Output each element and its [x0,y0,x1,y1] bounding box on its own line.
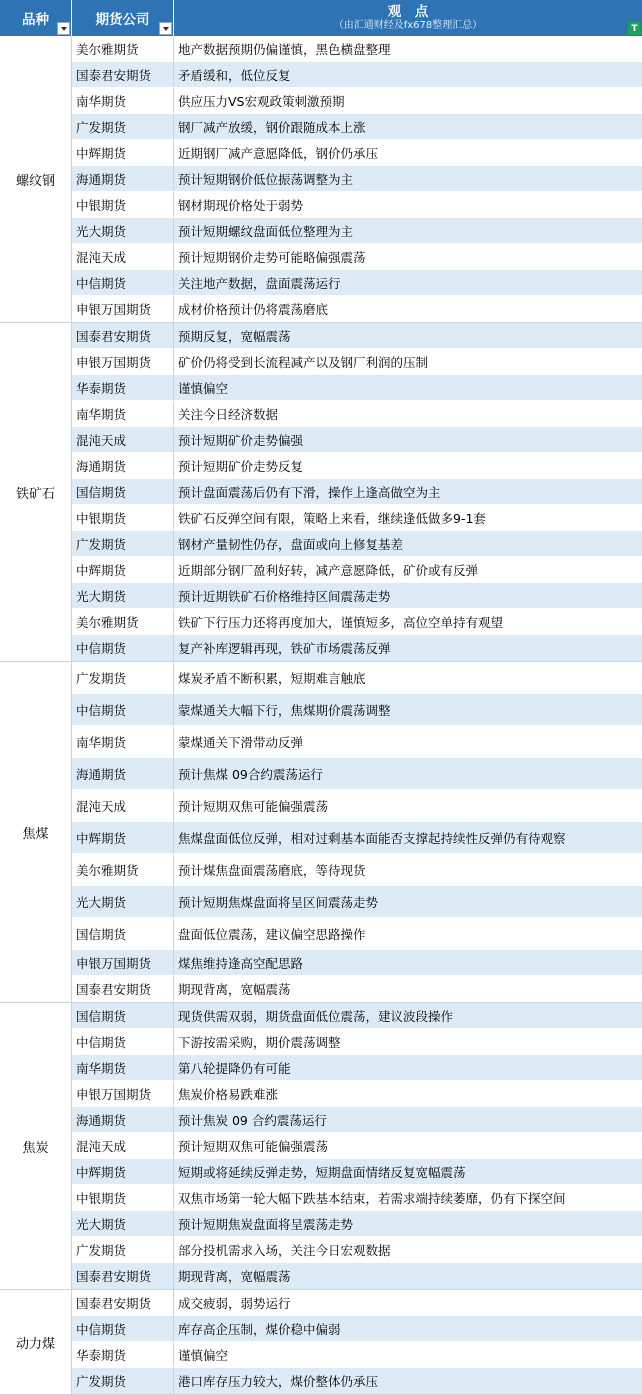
company-cell: 国泰君安期货 [72,1290,174,1315]
variety-rows [72,1290,642,1394]
table-body [0,36,642,1395]
company-cell: 广发期货 [72,114,174,139]
company-cell: 海通期货 [72,1107,174,1132]
table-row [72,950,642,976]
table-row [72,822,642,854]
header-variety [0,0,72,36]
variety-name: 螺纹钢 [0,36,72,322]
header-view-subtitle: （由汇通财经及fx678整理汇总） [333,19,483,31]
view-cell: 钢材产量韧性仍存，盘面或向上修复基差 [178,536,404,552]
table-row [72,323,642,349]
table-row [72,1263,642,1289]
company-cell: 申银万国期货 [72,950,174,975]
table-row [72,218,642,244]
table-row [72,609,642,635]
view-cell: 谨慎偏空 [178,380,229,396]
view-cell: 短期或将延续反弹走势，短期盘面情绪反复宽幅震荡 [178,1164,466,1180]
view-cell: 预计短期螺纹盘面低位整理为主 [178,223,354,239]
view-cell: 下游按需采购，期价震荡调整 [178,1034,341,1050]
table-row [72,453,642,479]
table-row [72,1081,642,1107]
table-row [72,270,642,296]
view-cell: 近期钢厂减产意愿降低，钢价仍承压 [178,145,379,161]
company-cell: 海通期货 [72,166,174,191]
company-cell: 光大期货 [72,886,174,917]
view-cell: 矿价仍将受到长流程减产以及钢厂利润的压制 [178,354,429,370]
variety-rows [72,323,642,661]
table-row [72,886,642,918]
company-cell: 光大期货 [72,1211,174,1236]
view-cell: 预计短期双焦可能偏强震荡 [178,1138,329,1154]
company-cell: 混沌天成 [72,1133,174,1158]
view-cell: 煤炭矛盾不断积累，短期难言触底 [178,670,366,686]
company-cell: 国泰君安期货 [72,62,174,87]
table-row [72,375,642,401]
view-cell: 预计焦炭 09 合约震荡运行 [178,1112,327,1128]
company-cell: 中信期货 [72,1029,174,1054]
table-row [72,401,642,427]
table-row [72,427,642,453]
header-company [72,0,174,36]
table-row [72,505,642,531]
company-cell: 华泰期货 [72,1342,174,1367]
table-row [72,1003,642,1029]
view-cell: 成材价格预计仍将震荡磨底 [178,302,329,317]
company-cell: 中信期货 [72,270,174,295]
company-cell: 广发期货 [72,1368,174,1394]
table-row [72,244,642,270]
company-cell: 中辉期货 [72,822,174,853]
variety-rows [72,662,642,1002]
table-row [72,1055,642,1081]
table-row [72,1290,642,1316]
table-row [72,790,642,822]
company-cell: 国泰君安期货 [72,323,174,348]
view-cell: 预计短期焦煤盘面将呈区间震荡走势 [178,894,379,910]
company-cell: 南华期货 [72,726,174,757]
table-row [72,140,642,166]
view-cell: 焦煤盘面低位反弹，相对过剩基本面能否支撑起持续性反弹仍有待观察 [178,830,566,846]
view-cell: 预计短期矿价走势偏强 [178,432,304,448]
company-cell: 申银万国期货 [72,296,174,322]
view-cell: 预计短期钢价走势可能略偏强震荡 [178,249,366,265]
view-cell: 预计近期铁矿石价格维持区间震荡走势 [178,588,391,604]
view-cell: 地产数据预期仍偏谨慎，黑色横盘整理 [178,41,391,57]
view-cell: 双焦市场第一轮大幅下跌基本结束，若需求端持续萎靡，仍有下探空间 [178,1190,566,1206]
company-cell: 广发期货 [72,531,174,556]
table-row [72,1133,642,1159]
header-view [174,0,642,36]
variety-name: 焦煤 [0,662,72,1002]
header-variety-label: 品种 [22,12,49,28]
table-row [72,1211,642,1237]
company-cell: 混沌天成 [72,244,174,269]
company-cell: 华泰期货 [72,375,174,400]
company-cell: 中信期货 [72,635,174,661]
view-cell: 预计短期焦炭盘面将呈震荡走势 [178,1216,354,1232]
table-row [72,758,642,790]
table-row [72,531,642,557]
view-cell: 港口库存压力较大，煤价整体仍承压 [178,1374,379,1389]
view-cell: 期现背离，宽幅震荡 [178,982,291,997]
company-cell: 海通期货 [72,758,174,789]
company-cell: 海通期货 [72,453,174,478]
table-row [72,635,642,661]
table-row [72,62,642,88]
view-cell: 盘面低位震荡，建议偏空思路操作 [178,926,366,942]
view-cell: 成交疲弱，弱势运行 [178,1295,291,1311]
view-cell: 铁矿下行压力还将再度加大，谨慎短多，高位空单持有观望 [178,614,504,630]
company-cell: 南华期货 [72,1055,174,1080]
view-cell: 预计短期矿价走势反复 [178,458,304,474]
view-cell: 钢厂减产放缓，钢价跟随成本上涨 [178,119,366,135]
table-row [72,976,642,1002]
view-cell: 复产补库逻辑再现，铁矿市场震荡反弹 [178,641,391,656]
company-cell: 国信期货 [72,479,174,504]
company-cell: 国泰君安期货 [72,976,174,1002]
variety-name: 焦炭 [0,1003,72,1289]
view-cell: 部分投机需求入场，关注今日宏观数据 [178,1242,391,1258]
view-cell: 库存高企压制，煤价稳中偏弱 [178,1321,341,1337]
table-row [72,662,642,694]
company-cell: 南华期货 [72,401,174,426]
view-cell: 预计焦煤 09合约震荡运行 [178,766,323,782]
view-cell: 谨慎偏空 [178,1347,229,1363]
table-row [72,1342,642,1368]
view-cell: 近期部分钢厂盈利好转，减产意愿降低，矿价或有反弹 [178,562,479,578]
company-cell: 中银期货 [72,192,174,217]
view-cell: 预计盘面震荡后仍有下滑，操作上逢高做空为主 [178,484,441,500]
variety-group [0,1290,642,1395]
company-cell: 中银期货 [72,505,174,530]
filter-dropdown-icon[interactable] [57,22,70,35]
view-cell: 钢材期现价格处于弱势 [178,197,304,213]
company-cell: 美尔雅期货 [72,36,174,61]
view-cell: 蒙煤通关下滑带动反弹 [178,734,304,750]
view-cell: 蒙煤通关大幅下行，焦煤期价震荡调整 [178,702,391,718]
table-row [72,88,642,114]
view-cell: 关注今日经济数据 [178,406,279,422]
table-row [72,192,642,218]
variety-name: 动力煤 [0,1290,72,1394]
view-cell: 现货供需双弱，期货盘面低位震荡，建议波段操作 [178,1008,454,1024]
table-row [72,36,642,62]
view-cell: 煤焦维持逢高空配思路 [178,955,304,971]
company-cell: 中辉期货 [72,1159,174,1184]
company-cell: 中银期货 [72,1185,174,1210]
variety-name: 铁矿石 [0,323,72,661]
company-cell: 国信期货 [72,1003,174,1028]
filter-applied-icon[interactable]: T [628,22,641,35]
table-row [72,296,642,322]
header-company-label: 期货公司 [95,12,150,28]
variety-rows [72,36,642,322]
view-cell: 矛盾缓和，低位反复 [178,67,291,83]
company-cell: 国泰君安期货 [72,1263,174,1289]
company-cell: 中辉期货 [72,140,174,165]
filter-dropdown-icon[interactable] [159,22,172,35]
table-row [72,479,642,505]
view-cell: 焦炭价格易跌难涨 [178,1086,279,1102]
table-row [72,166,642,192]
table-row [72,114,642,140]
company-cell: 混沌天成 [72,790,174,821]
view-cell: 预计短期双焦可能偏强震荡 [178,798,329,814]
table-row [72,1029,642,1055]
variety-rows [72,1003,642,1289]
table-row [72,1185,642,1211]
company-cell: 光大期货 [72,583,174,608]
company-cell: 中信期货 [72,694,174,725]
table-row [72,349,642,375]
view-cell: 预计短期钢价低位振荡调整为主 [178,171,354,187]
company-cell: 申银万国期货 [72,1081,174,1106]
company-cell: 申银万国期货 [72,349,174,374]
table-row [72,854,642,886]
table-row [72,557,642,583]
table-row [72,1107,642,1133]
view-cell: 期现背离，宽幅震荡 [178,1269,291,1284]
table-row [72,726,642,758]
company-cell: 美尔雅期货 [72,854,174,885]
company-cell: 南华期货 [72,88,174,113]
table-row [72,918,642,950]
view-cell: 供应压力VS宏观政策刺激预期 [178,93,345,109]
view-cell: 铁矿石反弹空间有限，策略上来看，继续逢低做多9-1套 [178,510,486,526]
table-row [72,1368,642,1394]
table-row [72,583,642,609]
variety-group [0,662,642,1003]
company-cell: 中信期货 [72,1316,174,1341]
company-cell: 美尔雅期货 [72,609,174,634]
company-cell: 广发期货 [72,662,174,693]
company-cell: 光大期货 [72,218,174,243]
view-cell: 预计煤焦盘面震荡磨底，等待现货 [178,862,366,878]
table-header [0,0,642,36]
table-row [72,694,642,726]
company-cell: 国信期货 [72,918,174,949]
view-cell: 预期反复，宽幅震荡 [178,328,291,344]
view-cell: 关注地产数据，盘面震荡运行 [178,275,341,291]
table-row [72,1316,642,1342]
variety-group [0,1003,642,1290]
company-cell: 中辉期货 [72,557,174,582]
view-cell: 第八轮提降仍有可能 [178,1060,291,1076]
variety-group [0,36,642,323]
company-cell: 混沌天成 [72,427,174,452]
company-cell: 广发期货 [72,1237,174,1262]
header-view-title: 观 点 [387,3,429,20]
table-row [72,1159,642,1185]
variety-group [0,323,642,662]
table-row [72,1237,642,1263]
